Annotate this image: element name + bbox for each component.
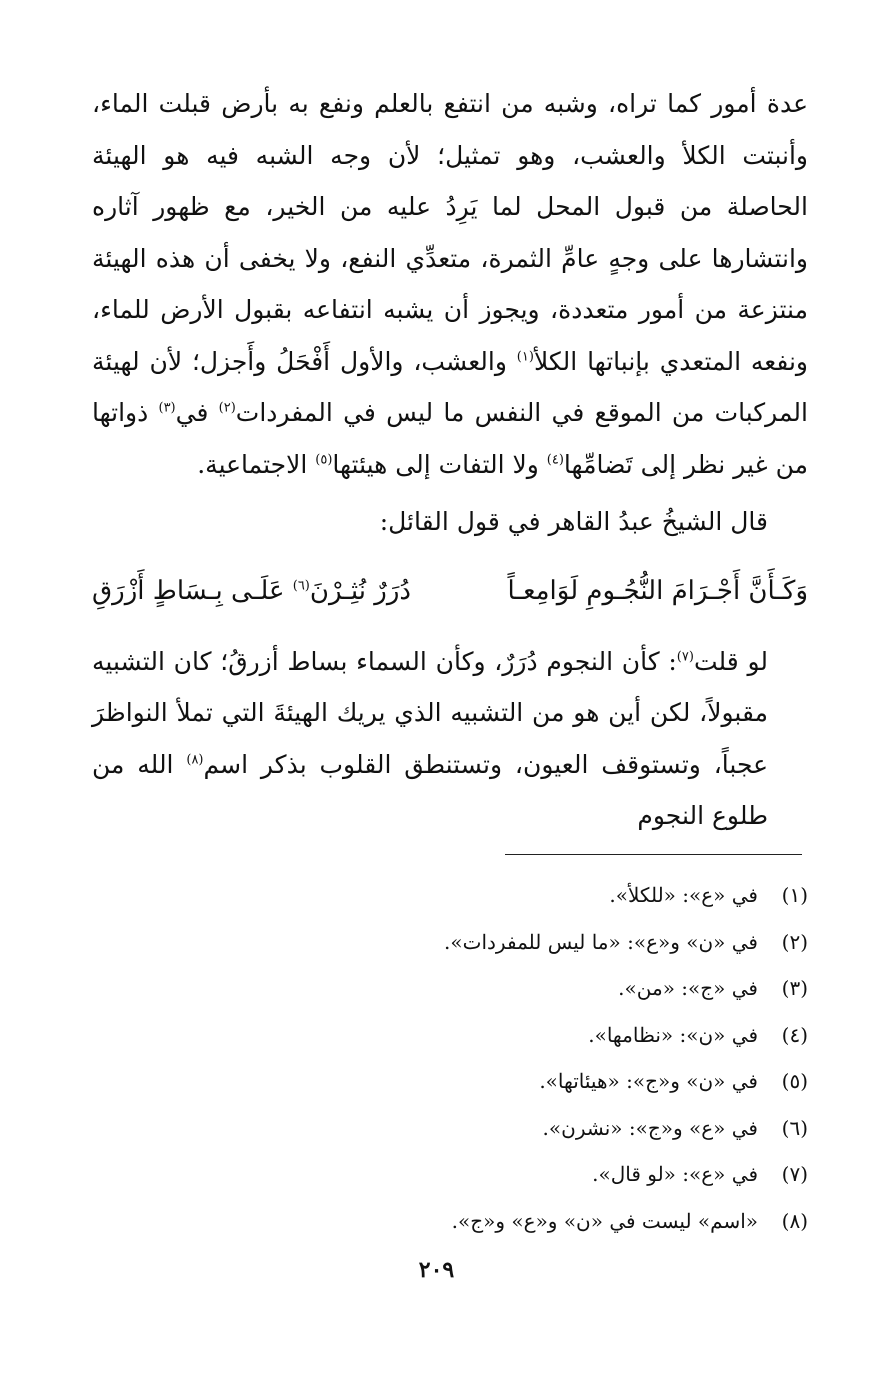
footnote-text: في «ن»: «نظامها». xyxy=(588,1022,758,1047)
poetry-verse xyxy=(92,562,808,622)
footnote-number: (٤) xyxy=(781,1022,808,1047)
text-segment: عَلَـى بِـسَاطٍ أَزْرَقِ xyxy=(92,575,293,606)
footnote-ref-7: (٧) xyxy=(676,649,694,665)
footnote-ref-3: (٣) xyxy=(158,400,176,416)
footnote-item xyxy=(92,1058,808,1105)
main-text xyxy=(92,78,808,842)
footnote-ref-6: (٦) xyxy=(292,578,310,594)
footnote-number: (٣) xyxy=(781,976,808,1000)
footnote-text: «اسم» ليست في «ن» و«ع» و«ج». xyxy=(451,1208,758,1233)
paragraph-1 xyxy=(92,78,808,490)
footnote-item xyxy=(92,1012,808,1059)
footnote-number: (٦) xyxy=(781,1115,808,1140)
footnote-number: (٨) xyxy=(781,1208,808,1233)
paragraph-3 xyxy=(92,636,808,842)
verse-second-hemistich xyxy=(92,566,411,618)
footnote-item xyxy=(92,965,808,1012)
footnote-ref-5: (٥) xyxy=(315,452,333,468)
text-segment: الله من طلوع النجوم xyxy=(92,749,768,830)
footnote-item xyxy=(92,872,808,919)
footnote-ref-4: (٤) xyxy=(546,452,564,468)
text-segment: ولا التفات إلى هيئتها xyxy=(332,449,547,479)
footnote-item xyxy=(92,1198,808,1245)
footnote-divider xyxy=(505,854,802,855)
text-segment: : كأن النجوم دُرَرٌ، وكأن السماء بساط أزرقُ؛ كان التشبيه مقبولاً، لكن أين هو من التشبيه الذي يريك الهيئةَ التي تملأ النواظرَ عجباً، وتستوقف العيون، وتستنطق القلوب بذكر اسم xyxy=(92,646,768,779)
footnote-ref-2: (٢) xyxy=(218,400,236,416)
footnote-text: في «ع»: «لو قال». xyxy=(592,1162,758,1186)
footnote-item xyxy=(92,1151,808,1198)
footnote-item xyxy=(92,919,808,966)
text-segment: دُرَرٌ نُثِـرْنَ xyxy=(309,575,411,606)
text-segment: في xyxy=(175,398,219,427)
footnote-text: في «ن» و«ج»: «هيئاتها». xyxy=(539,1069,758,1093)
footnote-text: في «ع» و«ج»: «نشرن». xyxy=(542,1115,758,1140)
footnote-number: (٥) xyxy=(781,1069,808,1093)
footnote-text: في «ع»: «للكلأ». xyxy=(609,883,758,907)
footnote-text: في «ن» و«ع»: «ما ليس للمفردات». xyxy=(444,929,758,954)
footnote-text: في «ج»: «من». xyxy=(618,976,758,1000)
text-segment: عدة أمور كما تراه، وشبه من انتفع بالعلم ونفع به بأرض قبلت الماء، وأنبتت الكلأ والعشب، وهو تمثيل؛ لأن وجه الشبه فيه هو الهيئة الحاصلة من قبول المحل لما يَرِدُ عليه من الخير، مع ظهور آثاره وانتشارها على وجهٍ عامِّ الثمرة، متعدِّي النفع، ولا يخفى أن هذه الهيئة منتزعة من أمور متعددة، ويجوز أن يشبه انتفاعه بقبول الأرض للماء، ونفعه المتعدي بإنباتها الكلأ xyxy=(92,89,809,376)
footnote-number: (٧) xyxy=(781,1162,808,1186)
footnote-ref-1: (١) xyxy=(516,349,534,365)
footnote-number: (١) xyxy=(781,883,808,907)
verse-first-hemistich: وَكَـأَنَّ أَجْـرَامَ النُّجُـومِ لَوَامِعـاً xyxy=(507,575,808,606)
text-segment: لو قلت xyxy=(693,646,768,676)
text-segment: ذواتها من غير نظر إلى تَضامِّها xyxy=(92,398,808,479)
text-segment: الاجتماعية. xyxy=(197,449,316,479)
text-segment: والعشب، والأول أَفْحَلُ وأَجزل؛ لأن لهيئة المركبات من الموقع في النفس ما ليس في المفردات xyxy=(92,346,808,427)
page-number: ٢٠٩ xyxy=(418,1257,455,1283)
footnote-number: (٢) xyxy=(781,929,808,954)
paragraph-2: قال الشيخُ عبدُ القاهر في قول القائل: xyxy=(379,507,768,536)
footnote-item xyxy=(92,1105,808,1152)
footnotes-list xyxy=(92,872,808,1244)
footnote-ref-8: (٨) xyxy=(186,752,204,768)
